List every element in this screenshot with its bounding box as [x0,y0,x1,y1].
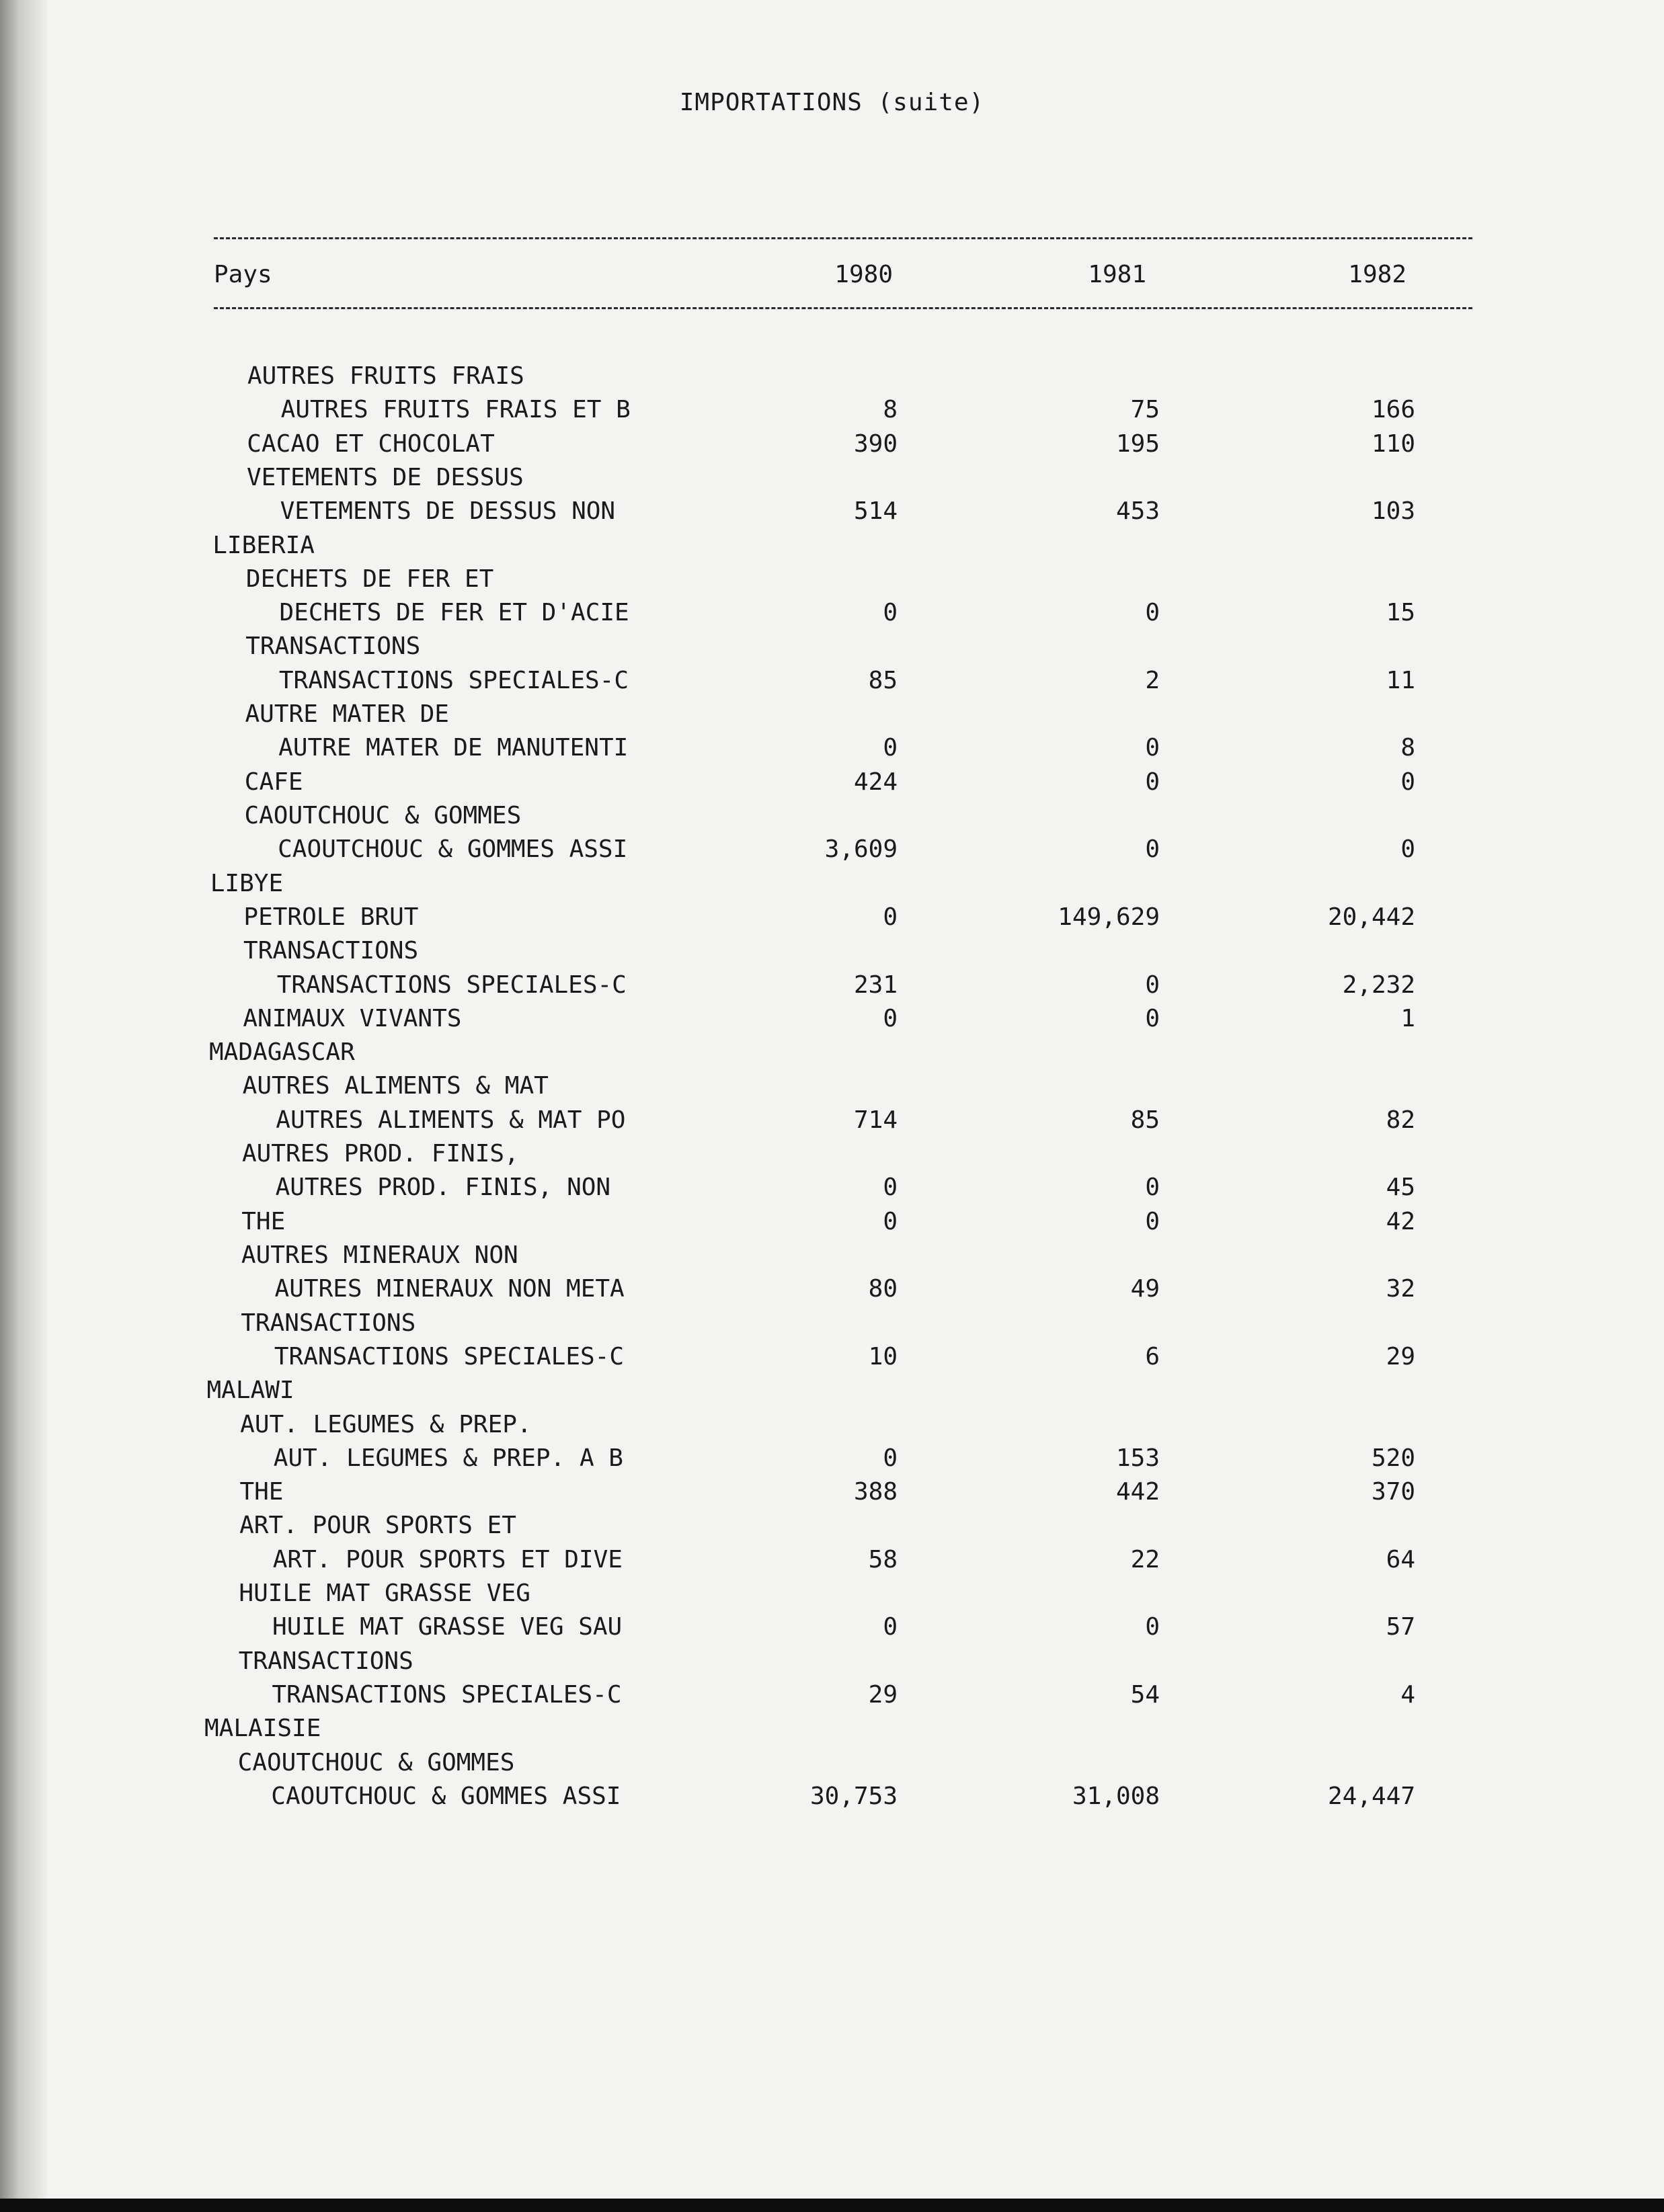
table-row [0,1780,1664,1813]
value-1982: 32 [1386,1275,1415,1303]
column-header-1981: 1981 [1088,261,1146,288]
product-label: TRANSACTIONS [245,632,421,661]
value-1982: 520 [1371,1444,1415,1472]
table-row [0,664,1664,698]
table-row [0,1475,1664,1509]
value-1982: 29 [1386,1342,1415,1370]
value-1980: 0 [883,599,898,627]
table-row [0,1239,1664,1272]
product-label: TRANSACTIONS SPECIALES-C [274,1342,625,1370]
country-row [0,1374,1664,1407]
value-1981: 85 [1130,1106,1160,1134]
product-label: VETEMENTS DE DESSUS NON [280,497,616,526]
column-header-1982: 1982 [1348,261,1407,288]
product-label: TRANSACTIONS [241,1309,416,1337]
value-1980: 58 [868,1545,898,1573]
product-label: DECHETS DE FER ET [245,565,494,593]
value-1981: 49 [1130,1275,1160,1303]
table-row [0,1610,1664,1644]
page-bottom-edge [0,2199,1664,2212]
value-1980: 0 [883,1004,898,1032]
table-row [0,461,1664,495]
product-label: HUILE MAT GRASSE VEG [239,1580,530,1608]
table-row [0,1171,1664,1204]
table-row [0,393,1664,427]
country-row [0,1712,1664,1746]
value-1981: 0 [1145,1613,1160,1641]
table-row [0,360,1664,393]
table-row [0,934,1664,968]
country-name: LIBERIA [212,531,315,559]
value-1982: 370 [1371,1478,1415,1506]
value-1982: 57 [1386,1613,1415,1641]
product-label: TRANSACTIONS SPECIALES-C [276,971,627,999]
value-1982: 15 [1386,599,1415,627]
value-1982: 82 [1386,1106,1415,1134]
value-1981: 0 [1145,971,1160,999]
product-label: THE [241,1207,286,1235]
product-label: CAOUTCHOUC & GOMMES ASSI [278,835,628,864]
table-row [0,1442,1664,1475]
header-bottom-rule [214,307,1472,309]
product-label: HUILE MAT GRASSE VEG SAU [272,1613,623,1641]
value-1981: 0 [1145,599,1160,627]
table-row [0,1678,1664,1712]
value-1981: 31,008 [1072,1782,1160,1810]
table-row [0,1577,1664,1610]
value-1982: 24,447 [1327,1782,1415,1810]
country-row [0,529,1664,563]
table-row [0,1069,1664,1103]
value-1981: 0 [1145,734,1160,762]
product-label: CACAO ET CHOCOLAT [247,429,495,458]
product-label: ANIMAUX VIVANTS [243,1004,462,1032]
product-label: AUTRES MINERAUX NON META [274,1275,625,1303]
value-1980: 3,609 [824,835,898,864]
table-row [0,731,1664,765]
table-row [0,766,1664,799]
product-label: AUTRES PROD. FINIS, [241,1140,519,1168]
product-label: CAOUTCHOUC & GOMMES ASSI [271,1782,621,1810]
value-1981: 0 [1145,835,1160,864]
value-1981: 153 [1115,1444,1160,1472]
product-label: AUTRES MINERAUX NON [241,1241,518,1269]
product-label: VETEMENTS DE DESSUS [246,463,524,491]
product-label: AUTRE MATER DE MANUTENTI [278,734,629,762]
table-row [0,596,1664,630]
value-1980: 0 [883,734,898,762]
country-name: MADAGASCAR [209,1038,355,1067]
value-1980: 231 [853,971,898,999]
country-name: MALAWI [206,1377,294,1405]
value-1982: 45 [1386,1174,1415,1202]
product-label: AUTRES FRUITS FRAIS [247,362,524,390]
table-row [0,1645,1664,1678]
value-1980: 388 [853,1478,898,1506]
column-header-1980: 1980 [834,261,893,288]
value-1980: 514 [853,497,898,526]
value-1982: 20,442 [1327,903,1415,931]
value-1981: 54 [1130,1680,1160,1709]
product-label: AUTRES FRUITS FRAIS ET B [280,396,631,424]
value-1982: 4 [1400,1680,1415,1709]
table-row [0,427,1664,461]
country-row [0,1036,1664,1069]
table-row [0,969,1664,1002]
value-1981: 195 [1115,429,1160,458]
table-row [0,495,1664,528]
product-label: CAOUTCHOUC & GOMMES [237,1748,515,1776]
column-header-pays: Pays [214,261,272,288]
table-row [0,1509,1664,1543]
value-1982: 42 [1386,1207,1415,1235]
value-1982: 103 [1371,497,1415,526]
value-1982: 0 [1400,835,1415,864]
value-1981: 22 [1130,1545,1160,1573]
product-label: DECHETS DE FER ET D'ACIE [279,599,629,627]
value-1982: 110 [1371,429,1415,458]
value-1980: 80 [868,1275,898,1303]
value-1981: 0 [1145,1174,1160,1202]
product-label: ART. POUR SPORTS ET [239,1512,516,1540]
value-1980: 29 [868,1680,898,1709]
product-label: THE [239,1478,284,1506]
value-1980: 0 [883,1207,898,1235]
value-1980: 0 [883,1613,898,1641]
table-row [0,1002,1664,1036]
header-top-rule [214,237,1472,239]
table-row [0,833,1664,866]
table-row [0,1104,1664,1137]
value-1980: 8 [883,396,898,424]
value-1982: 64 [1386,1545,1415,1573]
value-1980: 0 [883,903,898,931]
value-1981: 442 [1115,1478,1160,1506]
product-label: ART. POUR SPORTS ET DIVE [272,1545,623,1573]
product-label: TRANSACTIONS [243,937,419,965]
value-1982: 2,232 [1342,971,1415,999]
table-row [0,1746,1664,1780]
value-1980: 0 [883,1444,898,1472]
product-label: CAOUTCHOUC & GOMMES [244,801,522,829]
value-1981: 0 [1145,1004,1160,1032]
product-label: TRANSACTIONS SPECIALES-C [272,1680,622,1709]
country-name: LIBYE [210,869,284,897]
table-row [0,1307,1664,1340]
value-1980: 424 [853,768,898,796]
value-1981: 6 [1145,1342,1160,1370]
table-row [0,1137,1664,1171]
product-label: CAFE [244,768,303,796]
table-row [0,698,1664,731]
table-row [0,1543,1664,1577]
product-label: PETROLE BRUT [243,903,419,931]
table-row [0,563,1664,596]
value-1980: 0 [883,1174,898,1202]
product-label: AUTRES PROD. FINIS, NON [275,1174,611,1202]
value-1981: 453 [1115,497,1160,526]
value-1980: 30,753 [809,1782,898,1810]
value-1982: 8 [1400,734,1415,762]
product-label: AUTRES ALIMENTS & MAT [242,1072,549,1100]
table-row [0,1205,1664,1239]
product-label: AUTRES ALIMENTS & MAT PO [276,1106,626,1134]
value-1982: 11 [1386,666,1415,694]
table-row [0,1340,1664,1374]
value-1980: 85 [868,666,898,694]
value-1981: 0 [1145,1207,1160,1235]
product-label: AUT. LEGUMES & PREP. [240,1410,532,1438]
product-label: TRANSACTIONS [238,1647,413,1675]
value-1982: 166 [1371,396,1415,424]
table-row [0,630,1664,663]
value-1981: 75 [1130,396,1160,424]
value-1981: 0 [1145,768,1160,796]
product-label: TRANSACTIONS SPECIALES-C [278,666,629,694]
value-1981: 149,629 [1058,903,1160,931]
page-title: IMPORTATIONS (suite) [679,89,985,116]
value-1982: 0 [1400,768,1415,796]
table-row [0,1408,1664,1442]
value-1982: 1 [1400,1004,1415,1032]
product-label: AUTRE MATER DE [245,700,449,729]
country-name: MALAISIE [204,1715,321,1743]
value-1980: 714 [853,1106,898,1134]
value-1981: 2 [1145,666,1160,694]
value-1980: 10 [868,1342,898,1370]
table-row [0,799,1664,833]
country-row [0,867,1664,901]
table-row [0,901,1664,934]
product-label: AUT. LEGUMES & PREP. A B [273,1444,623,1472]
value-1980: 390 [853,429,898,458]
table-row [0,1272,1664,1306]
